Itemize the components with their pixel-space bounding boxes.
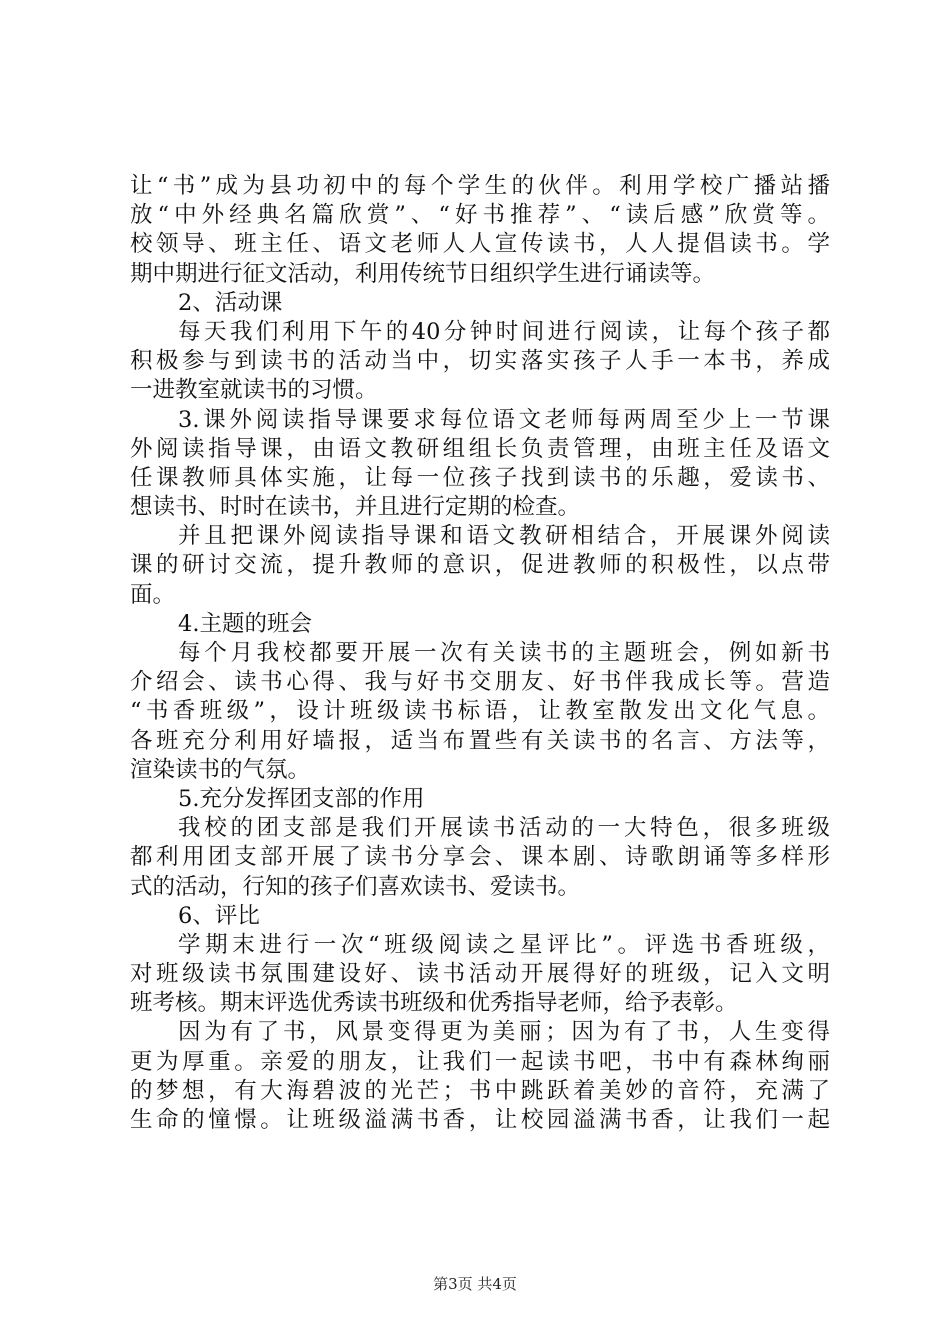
text-line: “书香班级”，设计班级读书标语，让教室散发出文化气息。 <box>130 698 830 725</box>
text-line: 任课教师具体实施，让每一位孩子找到读书的乐趣，爱读书、 <box>130 464 830 491</box>
text-line: 因为有了书，风景变得更为美丽；因为有了书，人生变得 <box>178 1019 830 1046</box>
text-line: 一进教室就读书的习惯。 <box>130 377 378 404</box>
text-line: 的梦想，有大海碧波的光芒；书中跳跃着美妙的音符，充满了 <box>130 1077 830 1104</box>
text-line: 放“中外经典名篇欣赏”、“好书推荐”、“读后感”欣赏等。 <box>130 202 830 229</box>
text-line: 式的活动，行知的孩子们喜欢读书、爱读书。 <box>130 873 581 900</box>
text-line: 课的研讨交流，提升教师的意识，促进教师的积极性，以点带 <box>130 552 830 579</box>
text-line: 2、活动课 <box>178 289 283 316</box>
text-line: 渲染读书的气氛。 <box>130 756 311 783</box>
text-line: 更为厚重。亲爱的朋友，让我们一起读书吧，书中有森林绚丽 <box>130 1048 830 1075</box>
text-line: 都利用团支部开展了读书分享会、课本剧、诗歌朗诵等多样形 <box>130 844 830 871</box>
text-line: 班考核。期末评选优秀读书班级和优秀指导老师，给予表彰。 <box>130 990 738 1017</box>
text-line: 对班级读书氛围建设好、读书活动开展得好的班级，记入文明 <box>130 961 830 988</box>
text-line: 想读书、时时在读书，并且进行定期的检查。 <box>130 494 581 521</box>
text-line: 每天我们利用下午的40分钟时间进行阅读，让每个孩子都 <box>178 318 830 345</box>
text-line: 介绍会、读书心得、我与好书交朋友、好书伴我成长等。营造 <box>130 669 830 696</box>
text-line: 我校的团支部是我们开展读书活动的一大特色，很多班级 <box>178 815 830 842</box>
text-line: 各班充分利用好墙报，适当布置些有关读书的名言、方法等， <box>130 727 830 754</box>
text-line: 积极参与到读书的活动当中，切实落实孩子人手一本书，养成 <box>130 348 830 375</box>
page-footer: 第3页 共4页 <box>433 1275 517 1293</box>
text-line: 5.充分发挥团支部的作用 <box>178 785 425 812</box>
text-line: 4.主题的班会 <box>178 610 312 637</box>
text-line: 并且把课外阅读指导课和语文教研相结合，开展课外阅读 <box>178 523 830 550</box>
text-line: 面。 <box>130 581 176 608</box>
text-line: 每个月我校都要开展一次有关读书的主题班会，例如新书 <box>178 640 830 666</box>
text-line: 校领导、班主任、语文老师人人宣传读书，人人提倡读书。学 <box>130 231 830 258</box>
body-text <box>130 172 830 1135</box>
text-line: 3.课外阅读指导课要求每位语文老师每两周至少上一节课 <box>178 406 830 433</box>
text-line: 期中期进行征文活动，利用传统节日组织学生进行诵读等。 <box>130 260 716 287</box>
text-line: 外阅读指导课，由语文教研组组长负责管理，由班主任及语文 <box>130 435 830 462</box>
text-line: 6、评比 <box>178 902 260 929</box>
text-line: 让“书”成为县功初中的每个学生的伙伴。利用学校广播站播 <box>130 173 830 199</box>
text-line: 生命的憧憬。让班级溢满书香，让校园溢满书香，让我们一起 <box>130 1107 830 1133</box>
text-line: 学期末进行一次“班级阅读之星评比”。评选书香班级， <box>178 931 830 958</box>
